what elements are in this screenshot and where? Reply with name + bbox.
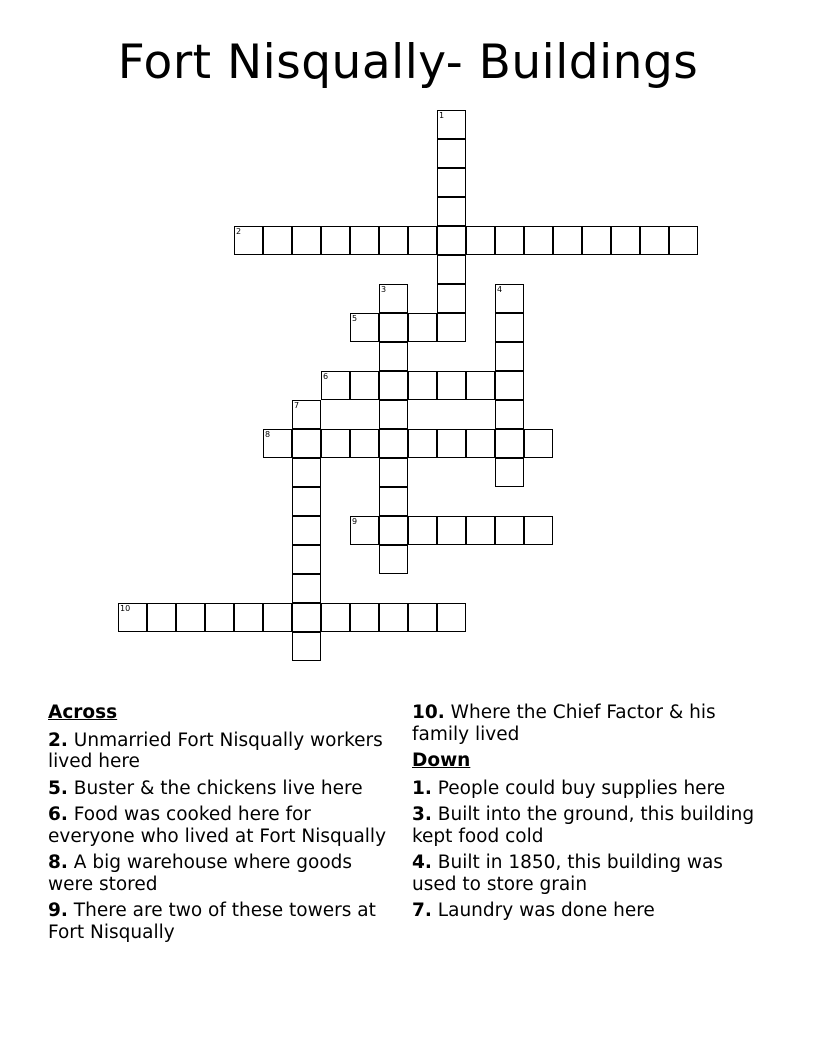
clue-number: 9. [48, 900, 68, 921]
grid-cell[interactable] [321, 429, 350, 458]
grid-cell[interactable] [437, 371, 466, 400]
cell-number: 3 [381, 285, 387, 294]
clues-column-2 [412, 702, 757, 927]
clue-number: 1. [412, 777, 432, 799]
grid-cell[interactable] [321, 603, 350, 632]
grid-cell[interactable] [350, 429, 379, 458]
clue-number: 5. [48, 777, 68, 799]
clue-across-5 [48, 778, 393, 800]
cell-number: 6 [323, 372, 329, 381]
cell-number: 2 [236, 227, 242, 236]
grid-cell[interactable] [408, 603, 437, 632]
cell-number: 4 [497, 285, 503, 294]
down-heading: Down [412, 750, 471, 771]
clue-down-7 [412, 900, 757, 922]
grid-cell[interactable] [379, 342, 408, 371]
grid-cell[interactable] [611, 226, 640, 255]
clues-column-1 [48, 702, 393, 948]
grid-cell[interactable] [350, 371, 379, 400]
clue-across-8 [48, 852, 393, 895]
grid-cell[interactable] [437, 313, 466, 342]
clue-down-1 [412, 778, 757, 800]
clue-text: Built into the ground, this building kept food cold [412, 804, 755, 847]
grid-cell[interactable] [292, 603, 321, 632]
grid-cell[interactable] [263, 226, 292, 255]
grid-cell[interactable] [379, 371, 408, 400]
grid-cell[interactable] [437, 255, 466, 284]
across-heading: Across [48, 702, 118, 723]
clue-text: People could buy supplies here [437, 777, 726, 799]
grid-cell[interactable] [379, 313, 408, 342]
grid-cell[interactable] [234, 603, 263, 632]
clue-across-2 [48, 730, 393, 773]
clue-text: Buster & the chickens live here [73, 777, 363, 799]
grid-cell[interactable] [437, 284, 466, 313]
grid-cell[interactable] [379, 516, 408, 545]
grid-cell[interactable] [495, 226, 524, 255]
cell-number: 7 [294, 401, 300, 410]
grid-cell[interactable] [495, 429, 524, 458]
cell-number: 1 [439, 111, 445, 120]
clue-number: 2. [48, 729, 68, 751]
grid-cell[interactable] [292, 458, 321, 487]
grid-cell[interactable] [147, 603, 176, 632]
grid-cell[interactable] [495, 284, 524, 313]
grid-cell[interactable] [292, 400, 321, 429]
grid-cell[interactable] [292, 226, 321, 255]
grid-cell[interactable] [408, 371, 437, 400]
grid-cell[interactable] [118, 603, 147, 632]
grid-cell[interactable] [466, 371, 495, 400]
grid-cell[interactable] [379, 458, 408, 487]
grid-cell[interactable] [524, 429, 553, 458]
grid-cell[interactable] [234, 226, 263, 255]
cell-number: 5 [352, 314, 358, 323]
grid-cell[interactable] [640, 226, 669, 255]
grid-cell[interactable] [292, 516, 321, 545]
grid-cell[interactable] [495, 342, 524, 371]
clue-text: Laundry was done here [437, 900, 655, 921]
grid-cell[interactable] [292, 545, 321, 574]
grid-cell[interactable] [176, 603, 205, 632]
grid-cell[interactable] [292, 429, 321, 458]
grid-cell[interactable] [437, 516, 466, 545]
grid-cell[interactable] [292, 574, 321, 603]
clue-text: Food was cooked here for everyone who lived at Fort Nisqually [48, 804, 387, 847]
grid-cell[interactable] [379, 429, 408, 458]
grid-cell[interactable] [495, 371, 524, 400]
grid-cell[interactable] [437, 603, 466, 632]
grid-cell[interactable] [437, 168, 466, 197]
grid-cell[interactable] [379, 284, 408, 313]
clue-across-9 [48, 900, 393, 943]
grid-cell[interactable] [553, 226, 582, 255]
clue-down-3 [412, 804, 757, 847]
clue-text: Where the Chief Factor & his family lived [412, 702, 716, 745]
grid-cell[interactable] [350, 226, 379, 255]
grid-cell[interactable] [466, 516, 495, 545]
clue-number: 4. [412, 852, 432, 873]
clue-number: 6. [48, 804, 68, 825]
puzzle-title: Fort Nisqually- Buildings [117, 35, 699, 90]
grid-cell[interactable] [321, 226, 350, 255]
grid-cell[interactable] [582, 226, 611, 255]
grid-cell[interactable] [379, 545, 408, 574]
grid-cell[interactable] [379, 400, 408, 429]
grid-cell[interactable] [495, 516, 524, 545]
grid-cell[interactable] [379, 603, 408, 632]
clue-across-6 [48, 804, 393, 847]
clue-text: A big warehouse where goods were stored [48, 852, 353, 895]
grid-cell[interactable] [437, 226, 466, 255]
clue-number: 7. [412, 900, 432, 921]
clue-down-4 [412, 852, 757, 895]
grid-cell[interactable] [408, 516, 437, 545]
grid-cell[interactable] [350, 603, 379, 632]
grid-cell[interactable] [408, 226, 437, 255]
grid-cell[interactable] [495, 313, 524, 342]
grid-cell[interactable] [350, 313, 379, 342]
clue-number: 3. [412, 804, 432, 825]
grid-cell[interactable] [408, 429, 437, 458]
clue-text: Unmarried Fort Nisqually workers lived here [48, 729, 383, 772]
grid-cell[interactable] [437, 139, 466, 168]
cell-number: 9 [352, 517, 358, 526]
clue-text: There are two of these towers at Fort Nisqually [48, 900, 376, 943]
cell-number: 10 [120, 604, 131, 613]
grid-cell[interactable] [321, 371, 350, 400]
clue-across-10 [412, 702, 757, 745]
grid-cell[interactable] [205, 603, 234, 632]
cell-number: 8 [265, 430, 271, 439]
clue-text: Built in 1850, this building was used to store grain [412, 852, 723, 895]
clue-number: 10. [412, 702, 445, 723]
grid-cell[interactable] [408, 313, 437, 342]
grid-cell[interactable] [495, 400, 524, 429]
grid-cell[interactable] [437, 429, 466, 458]
grid-cell[interactable] [524, 516, 553, 545]
grid-cell[interactable] [524, 226, 553, 255]
grid-cell[interactable] [466, 226, 495, 255]
grid-cell[interactable] [437, 197, 466, 226]
grid-cell[interactable] [263, 603, 292, 632]
grid-cell[interactable] [263, 429, 292, 458]
grid-cell[interactable] [379, 487, 408, 516]
grid-cell[interactable] [379, 226, 408, 255]
clue-number: 8. [48, 852, 68, 873]
grid-cell[interactable] [292, 632, 321, 661]
grid-cell[interactable] [495, 458, 524, 487]
grid-cell[interactable] [466, 429, 495, 458]
grid-cell[interactable] [350, 516, 379, 545]
grid-cell[interactable] [437, 110, 466, 139]
grid-cell[interactable] [669, 226, 698, 255]
grid-cell[interactable] [292, 487, 321, 516]
